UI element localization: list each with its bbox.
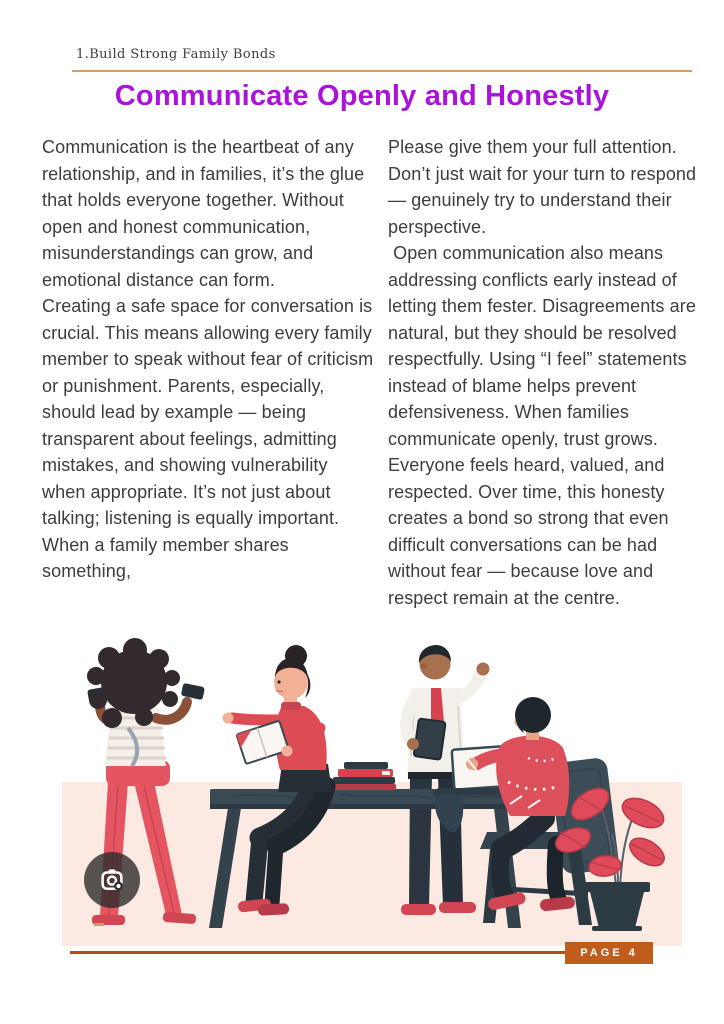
footer-divider: [70, 951, 565, 954]
header-divider: [72, 70, 692, 72]
camera-glyph: [97, 865, 127, 895]
books-stack: [331, 762, 396, 790]
paragraph: Communication is the heartbeat of any relationship, and in families, it’s the glue that holds everyone together. Without open and honest communication, misunderstandings can grow, and emotional distance can form.: [42, 137, 370, 290]
camera-lens-icon[interactable]: [84, 852, 140, 908]
page-number-badge: PAGE 4: [565, 942, 653, 964]
left-column: [42, 134, 379, 585]
paragraph: Please give them your full attention. Don’t just wait for your turn to respond — genuinely try to understand their perspective.: [388, 137, 702, 237]
phone: [181, 683, 205, 700]
page-title: Communicate Openly and Honestly: [114, 80, 610, 112]
paragraph: Open communication also means addressing conflicts early instead of letting them fester. Disagreements are natural, but they should be resolved respectfully. Using “I feel” statements instead of blame helps prevent defensiveness. When families communicate openly, trust grows. Everyone feels heard, valued, and respected. Over time, this honesty creates a bond so strong that even difficult conversations can be had without fear — because love and respect remain at the centre.: [388, 243, 702, 608]
tablet: [414, 718, 446, 759]
paragraph: Creating a safe space for conversation is crucial. This means allowing every family member to speak without fear of criticism or punishment. Parents, especially, should lead by example — being transparent about feelings, admitting mistakes, and showing vulnerability when appropriate. It’s not just about talking; listening is equally important. When a family member shares something,: [42, 296, 379, 581]
illustration-team-discussion: [32, 636, 692, 958]
section-heading: 1.Build Strong Family Bonds: [76, 47, 276, 62]
right-column: [388, 134, 710, 611]
illustration-canvas: [32, 636, 692, 958]
